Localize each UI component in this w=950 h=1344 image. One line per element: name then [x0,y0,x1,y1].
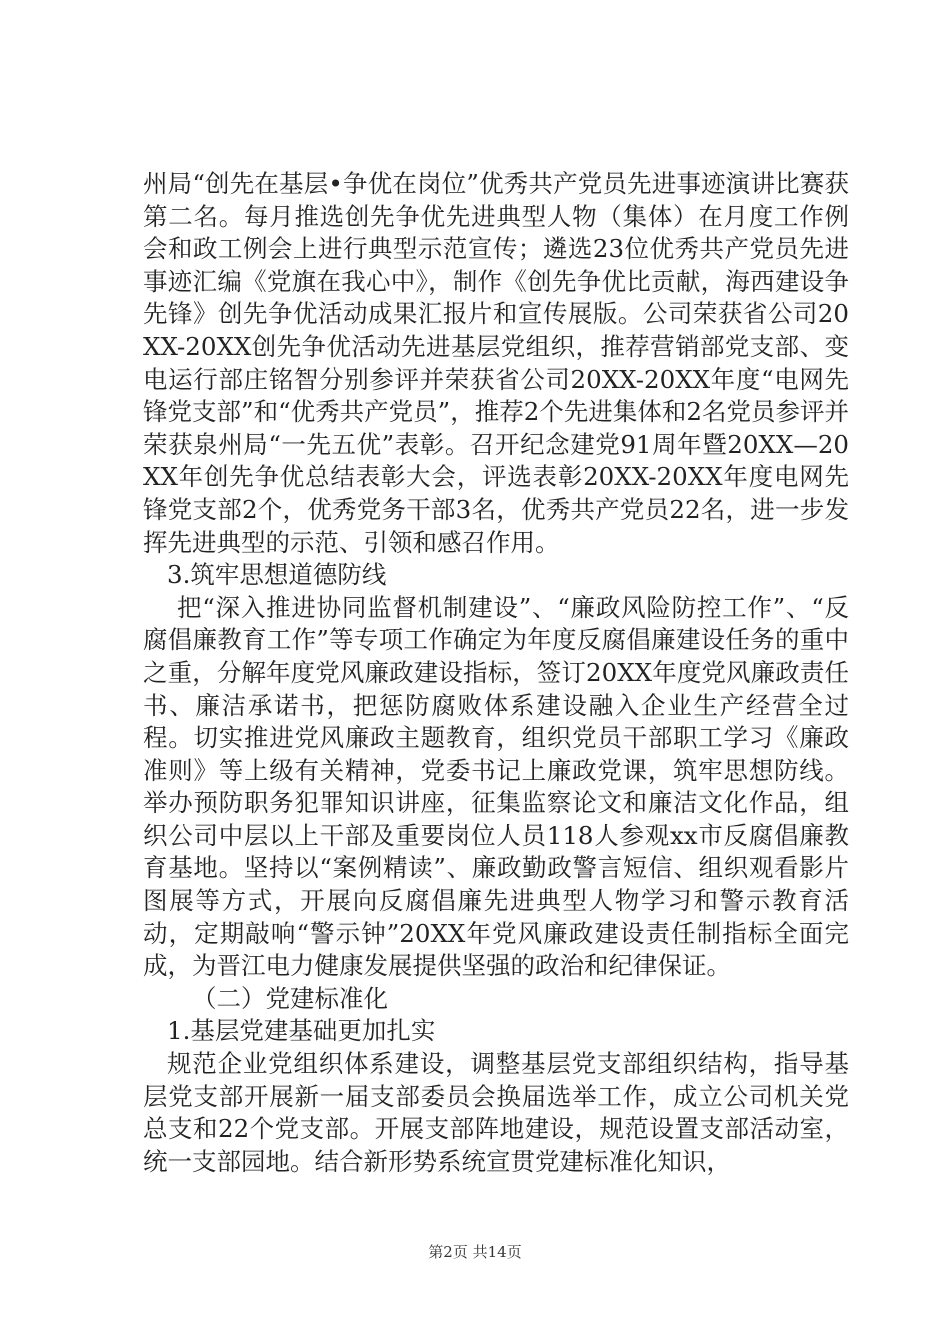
section-heading-party-standardization: （二）党建标准化 [192,983,388,1013]
paragraph-organization-building: 规范企业党组织体系建设，调整基层党支部组织结构，指导基层党支部开展新一届支部委员会换届选举工作，成立公司机关党总支和22个党支部。开展支部阵地建设，规范设置支部活动室，统一支部园地。结合新形势系统宣贯党建标准化知识， [143,1049,849,1176]
paragraph-awards: 州局“创先在基层•争优在岗位”优秀共产党员先进事迹演讲比赛获第二名。每月推选创先争优先进典型人物（集体）在月度工作例会和政工例会上进行典型示范宣传；遴选23位优秀共产党员先进事迹汇编《党旗在我心中》，制作《创先争优比贡献，海西建设争先锋》创先争优活动成果汇报片和宣传展版。公司荣获省公司20XX-20XX创先争优活动先进基层党组织，推荐营销部党支部、变电运行部庄铭智分别参评并荣获省公司20XX-20XX年度“电网先锋党支部”和“优秀共产党员”，推荐2个先进集体和2名党员参评并荣获泉州局“一先五优”表彰。召开纪念建党91周年暨20XX—20XX年创先争优总结表彰大会，评选表彰20XX-20XX年度电网先锋党支部2个，优秀党务干部3名，优秀共产党员22名，进一步发挥先进典型的示范、引领和感召作用。 [143,169,849,557]
document-body [143,168,849,1178]
page-number-footer: 第2页 共14页 [428,1243,522,1261]
paragraph-anti-corruption: 把“深入推进协同监督机制建设”、“廉政风险防控工作”、“反腐倡廉教育工作”等专项工作确定为年度反腐倡廉建设任务的重中之重，分解年度党风廉政建设指标，签订20XX年度党风廉政责任书、廉洁承诺书，把惩防腐败体系建设融入企业生产经营全过程。切实推进党风廉政主题教育，组织党员干部职工学习《廉政准则》等上级有关精神，党委书记上廉政党课，筑牢思想防线。举办预防职务犯罪知识讲座，征集监察论文和廉洁文化作品，组织公司中层以上干部及重要岗位人员118人参观xx市反腐倡廉教育基地。坚持以“案例精读”、廉政勤政警言短信、组织观看影片图展等方式，开展向反腐倡廉先进典型人物学习和警示教育活动，定期敲响“警示钟”20XX年党风廉政建设责任制指标全面完成，为晋江电力健康发展提供坚强的政治和纪律保证。 [143,592,849,981]
subsection-heading-grassroots: 1.基层党建基础更加扎实 [167,1016,436,1046]
section-heading-ethics-defense: 3.筑牢思想道德防线 [167,560,387,590]
